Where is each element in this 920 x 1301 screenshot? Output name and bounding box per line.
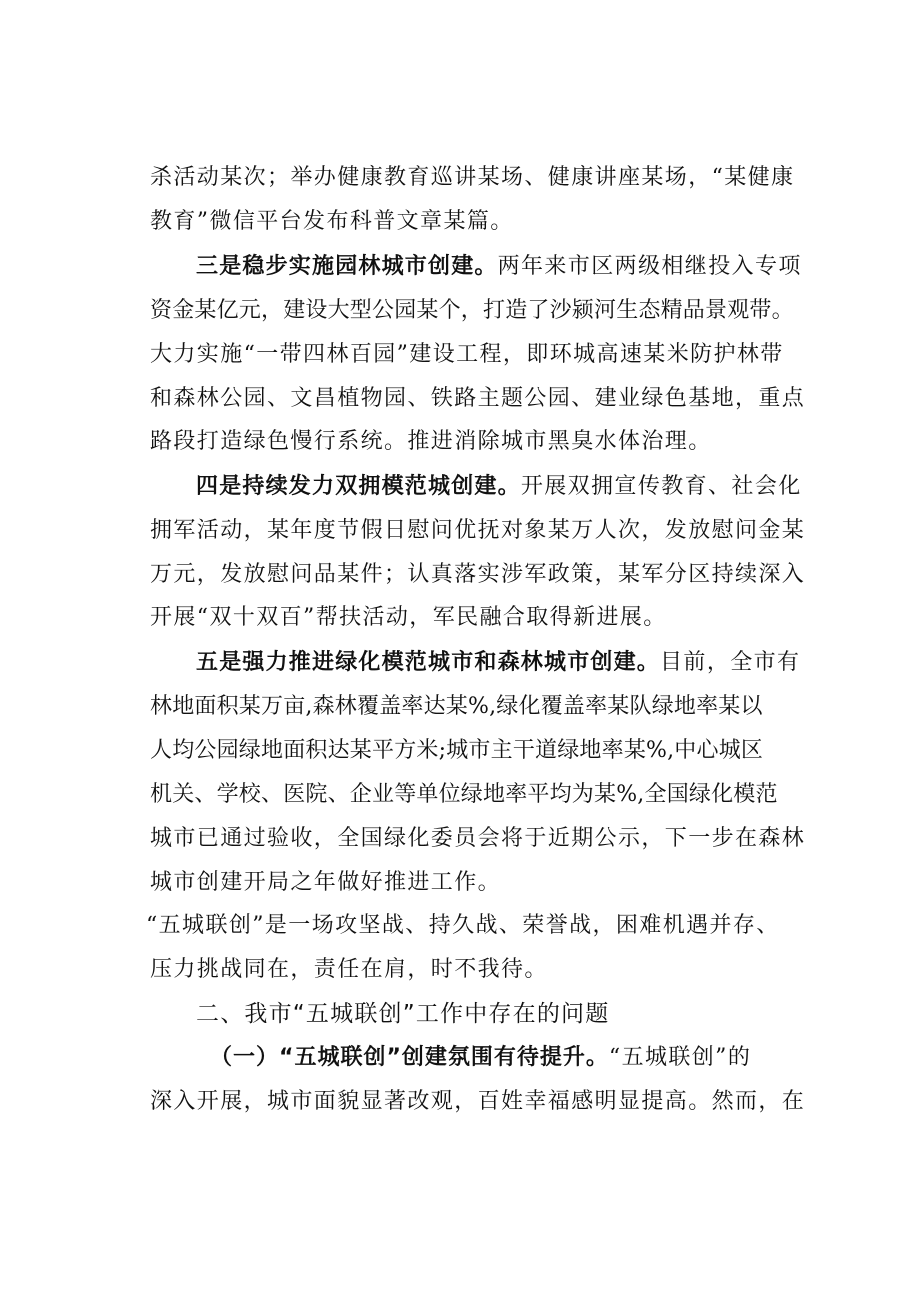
paragraph-first-line	[210, 1043, 751, 1073]
paragraph-lead: 五是强力推进绿化模范城市和森林城市创建。	[196, 650, 661, 675]
paragraph-line: 林地面积某万亩,森林覆盖率达某%,绿化覆盖率某队绿地率某以	[150, 694, 763, 719]
paragraph-first-line	[196, 252, 802, 282]
paragraph-line: 路段打造绿色慢行系统。推进消除城市黑臭水体治理。	[150, 429, 712, 454]
paragraph-line: 开展“双十双百”帮扶活动，军民融合取得新进展。	[150, 605, 667, 630]
paragraph-text: 目前，全市有	[660, 650, 801, 675]
paragraph-line: 万元，发放慰问品某件；认真落实涉军政策，某军分区持续深入	[150, 562, 806, 587]
paragraph-first-line	[196, 472, 802, 502]
section-heading: 二、我市“五城联创”工作中存在的问题	[196, 1001, 610, 1027]
paragraph-line: 深入开展，城市面貌显著改观，百姓幸福感明显提高。然而，在	[150, 1089, 806, 1114]
paragraph-line: 拥军活动，某年度节假日慰问优抚对象某万人次，发放慰问金某	[150, 518, 806, 543]
paragraph-line: 城市创建开局之年做好推进工作。	[150, 870, 502, 895]
paragraph-line: 教育”微信平台发布科普文章某篇。	[150, 209, 514, 234]
paragraph-lead: 四是持续发力双拥模范城创建。	[196, 474, 521, 499]
paragraph-line: 大力实施“一带四林百园”建设工程，即环城高速某米防护林带	[150, 342, 784, 367]
paragraph-line: 资金某亿元，建设大型公园某个，打造了沙颍河生态精品景观带。	[150, 298, 794, 323]
paragraph-text: 开展双拥宣传教育、社会化	[520, 474, 802, 499]
paragraph-line: “五城联创”是一场攻坚战、持久战、荣誉战，困难机遇并存、	[146, 913, 780, 938]
paragraph-first-line	[196, 648, 800, 678]
subsection-heading: （一）“五城联创”创建氛围有待提升。	[210, 1045, 609, 1070]
paragraph-line: 和森林公园、文昌植物园、铁路主题公园、建业绿色基地，重点	[150, 386, 806, 411]
paragraph-text: 两年来市区两级相继投入专项	[497, 254, 802, 279]
paragraph-line: 城市已通过验收，全国绿化委员会将于近期公示，下一步在森林	[150, 826, 806, 851]
paragraph-line: 压力挑战同在，责任在肩，时不我待。	[150, 957, 548, 982]
paragraph-text: “五城联创”的	[608, 1045, 752, 1070]
paragraph-line: 机关、学校、医院、企业等单位绿地率平均为某%,全国绿化模范	[150, 782, 778, 807]
paragraph-lead: 三是稳步实施园林城市创建。	[196, 254, 498, 279]
paragraph-line: 杀活动某次；举办健康教育巡讲某场、健康讲座某场，“某健康	[150, 165, 795, 190]
paragraph-line: 人均公园绿地面积达某平方米;城市主干道绿地率某%,中心城区	[150, 738, 764, 763]
